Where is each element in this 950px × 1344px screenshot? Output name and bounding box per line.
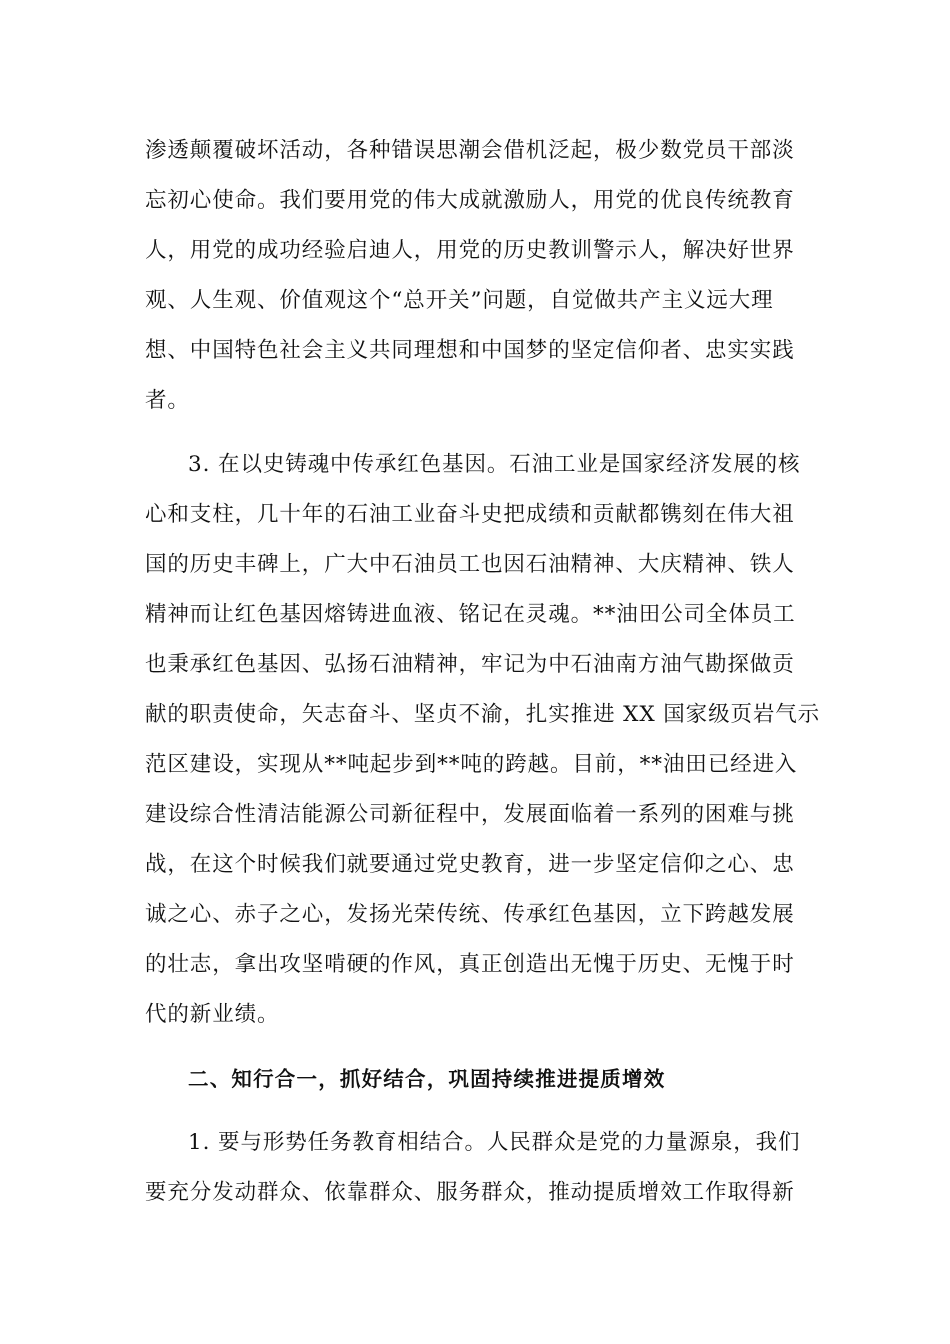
section-heading: 二、知行合一，抓好结合，巩固持续推进提质增效: [188, 1067, 666, 1091]
text-line: 心和支柱，几十年的石油工业奋斗史把成绩和贡献都镌刻在伟大祖: [145, 502, 795, 527]
text-line: 想、中国特色社会主义共同理想和中国梦的坚定信仰者、忠实实践: [145, 338, 795, 363]
text-line: 1. 要与形势任务教育相结合。人民群众是党的力量源泉，我们: [188, 1130, 801, 1155]
text-line: 战，在这个时候我们就要通过党史教育，进一步坚定信仰之心、忠: [145, 852, 795, 877]
text-line: 也秉承红色基因、弘扬石油精神，牢记为中石油南方油气勘探做贡: [145, 652, 795, 677]
text-line: 人，用党的成功经验启迪人，用党的历史教训警示人，解决好世界: [145, 238, 795, 263]
text-line: 范区建设，实现从**吨起步到**吨的跨越。目前，**油田已经进入: [145, 752, 798, 777]
text-line: 献的职责使命，矢志奋斗、坚贞不渝，扎实推进 XX 国家级页岩气示: [145, 702, 821, 727]
text-line: 代的新业绩。: [145, 1002, 280, 1027]
text-line: 的壮志，拿出攻坚啃硬的作风，真正创造出无愧于历史、无愧于时: [145, 952, 795, 977]
text-line: 国的历史丰碑上，广大中石油员工也因石油精神、大庆精神、铁人: [145, 552, 795, 577]
text-line: 精神而让红色基因熔铸进血液、铭记在灵魂。**油田公司全体员工: [145, 602, 796, 627]
text-line: 诚之心、赤子之心，发扬光荣传统、传承红色基因，立下跨越发展: [145, 902, 795, 927]
text-line: 3. 在以史铸魂中传承红色基因。石油工业是国家经济发展的核: [188, 452, 801, 477]
text-line: 者。: [145, 388, 190, 413]
text-line: 观、人生观、价值观这个“总开关”问题，自觉做共产主义远大理: [145, 288, 774, 313]
text-line: 渗透颠覆破坏活动，各种错误思潮会借机泛起，极少数党员干部淡: [145, 138, 795, 163]
text-line: 要充分发动群众、依靠群众、服务群众，推动提质增效工作取得新: [145, 1180, 795, 1205]
text-line: 忘初心使命。我们要用党的伟大成就激励人，用党的优良传统教育: [145, 188, 795, 213]
text-line: 建设综合性清洁能源公司新征程中，发展面临着一系列的困难与挑: [145, 802, 795, 827]
